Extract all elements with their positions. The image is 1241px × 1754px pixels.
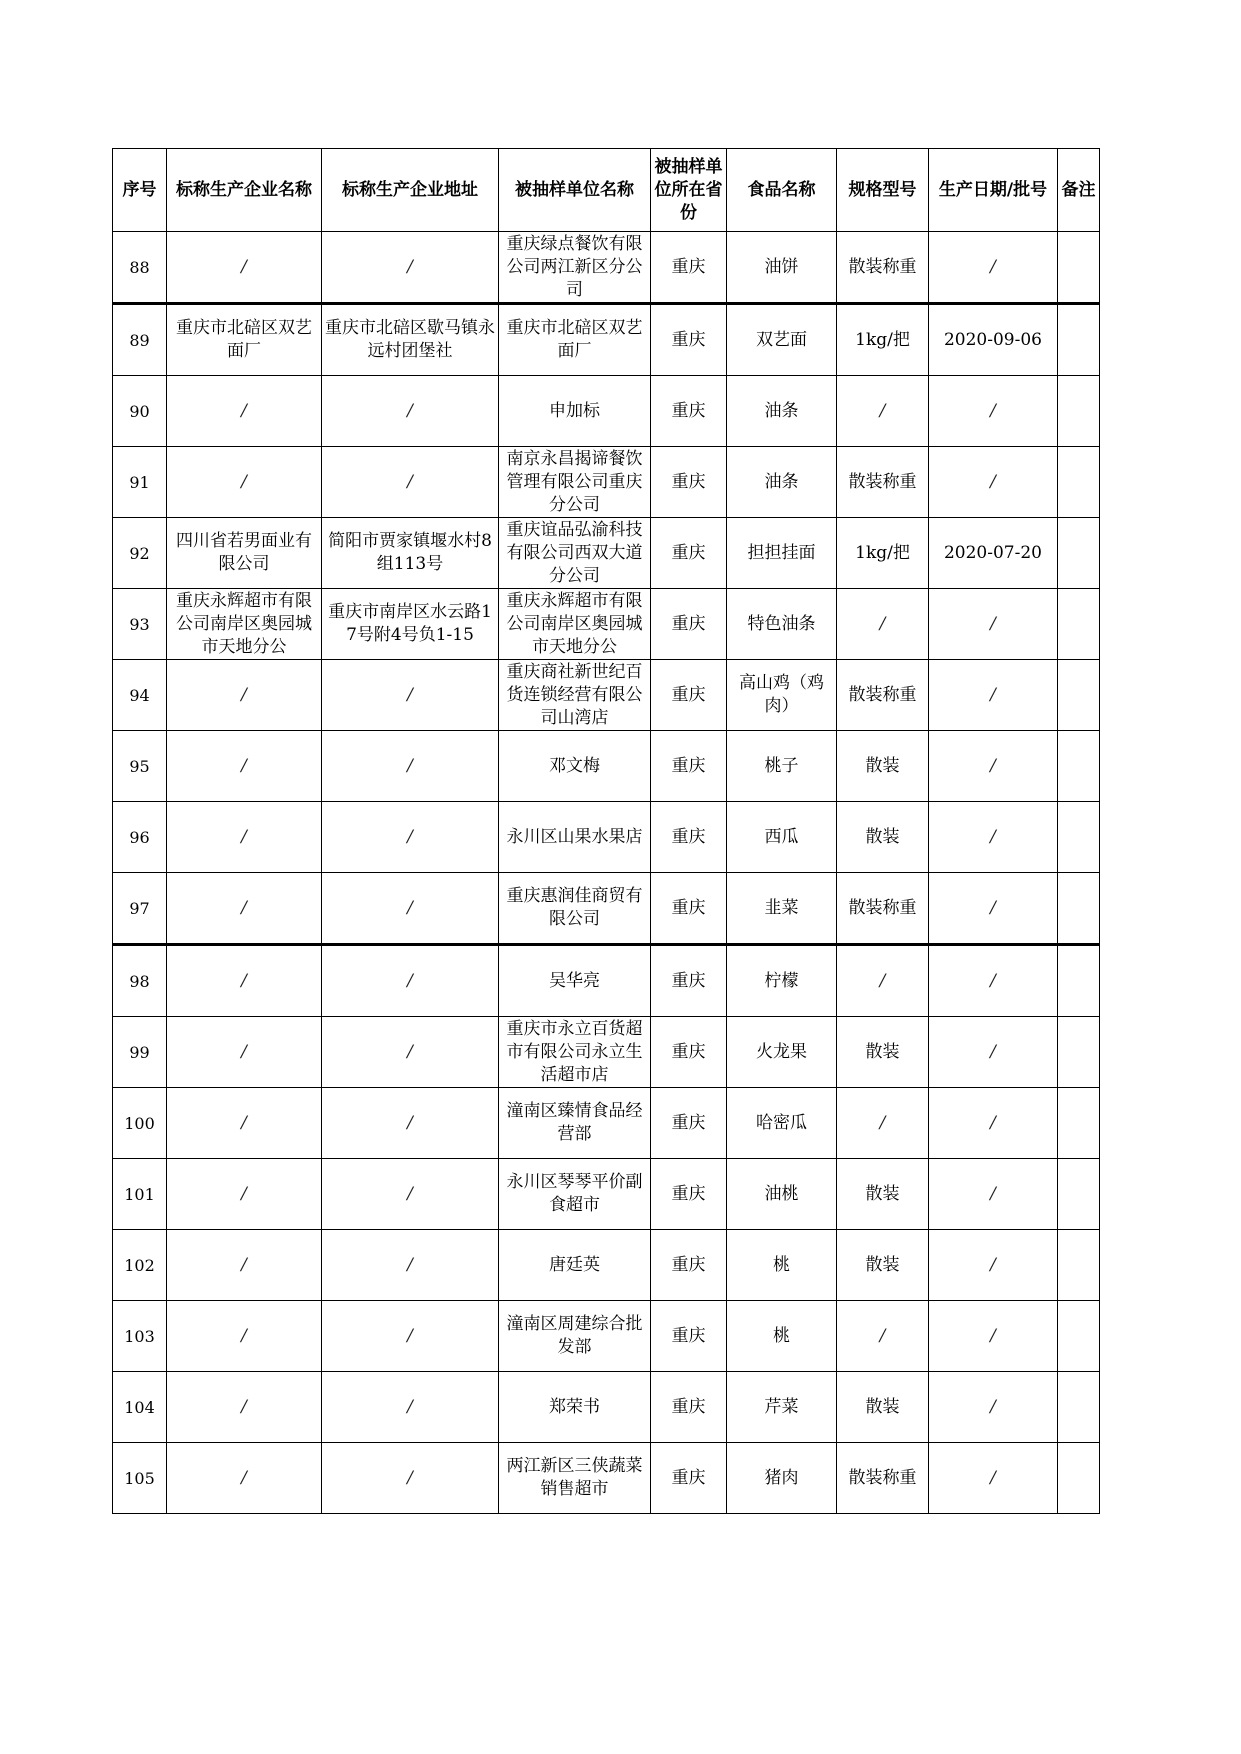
cell-province: 重庆 — [651, 1443, 727, 1514]
cell-address: / — [322, 447, 499, 518]
cell-sampled-unit: 申加标 — [499, 376, 651, 447]
table-row — [113, 304, 1100, 376]
cell-address: / — [322, 376, 499, 447]
cell-remark — [1058, 518, 1100, 589]
cell-spec: / — [837, 589, 929, 660]
cell-sampled-unit: 重庆绿点餐饮有限公司两江新区分公司 — [499, 232, 651, 304]
spot-check-table-sheet — [112, 148, 1100, 1514]
table-row — [113, 660, 1100, 731]
cell-spec: 散装称重 — [837, 232, 929, 304]
cell-food: 芹菜 — [727, 1372, 837, 1443]
cell-address: / — [322, 873, 499, 945]
cell-remark — [1058, 731, 1100, 802]
cell-date: / — [929, 232, 1058, 304]
cell-date: / — [929, 1301, 1058, 1372]
cell-remark — [1058, 232, 1100, 304]
table-row — [113, 589, 1100, 660]
cell-date: / — [929, 1443, 1058, 1514]
table-row — [113, 1017, 1100, 1088]
header-cell-spec: 规格型号 — [837, 149, 929, 232]
cell-maker: 重庆永辉超市有限公司南岸区奥园城市天地分公 — [167, 589, 322, 660]
cell-province: 重庆 — [651, 1301, 727, 1372]
cell-spec: 散装称重 — [837, 873, 929, 945]
cell-province: 重庆 — [651, 1017, 727, 1088]
cell-maker: / — [167, 376, 322, 447]
cell-serial: 104 — [113, 1372, 167, 1443]
cell-sampled-unit: 重庆惠润佳商贸有限公司 — [499, 873, 651, 945]
cell-address: / — [322, 731, 499, 802]
cell-spec: / — [837, 376, 929, 447]
table-row — [113, 1443, 1100, 1514]
header-cell-sampled-unit: 被抽样单位名称 — [499, 149, 651, 232]
cell-spec: 1kg/把 — [837, 304, 929, 376]
cell-address: / — [322, 660, 499, 731]
cell-sampled-unit: 重庆市北碚区双艺面厂 — [499, 304, 651, 376]
cell-address: 重庆市北碚区歇马镇永远村团堡社 — [322, 304, 499, 376]
cell-maker: / — [167, 731, 322, 802]
cell-address: / — [322, 1230, 499, 1301]
table-row — [113, 802, 1100, 873]
cell-date: / — [929, 1017, 1058, 1088]
cell-date: 2020-09-06 — [929, 304, 1058, 376]
cell-date: / — [929, 1372, 1058, 1443]
cell-maker: / — [167, 802, 322, 873]
cell-date: / — [929, 873, 1058, 945]
table-row — [113, 1372, 1100, 1443]
cell-serial: 90 — [113, 376, 167, 447]
cell-food: 双艺面 — [727, 304, 837, 376]
cell-spec: / — [837, 1301, 929, 1372]
cell-address: / — [322, 1301, 499, 1372]
cell-date: / — [929, 660, 1058, 731]
cell-spec: 散装 — [837, 1159, 929, 1230]
cell-remark — [1058, 802, 1100, 873]
cell-address: / — [322, 1443, 499, 1514]
cell-date: / — [929, 731, 1058, 802]
cell-serial: 103 — [113, 1301, 167, 1372]
cell-sampled-unit: 永川区琴琴平价副食超市 — [499, 1159, 651, 1230]
cell-address: / — [322, 1017, 499, 1088]
cell-remark — [1058, 1159, 1100, 1230]
cell-maker: / — [167, 447, 322, 518]
cell-food: 担担挂面 — [727, 518, 837, 589]
cell-serial: 100 — [113, 1088, 167, 1159]
table-row — [113, 447, 1100, 518]
cell-sampled-unit: 唐廷英 — [499, 1230, 651, 1301]
cell-food: 哈密瓜 — [727, 1088, 837, 1159]
cell-remark — [1058, 945, 1100, 1017]
cell-date: / — [929, 447, 1058, 518]
table-row — [113, 873, 1100, 945]
header-cell-food: 食品名称 — [727, 149, 837, 232]
cell-maker: / — [167, 232, 322, 304]
cell-serial: 97 — [113, 873, 167, 945]
cell-serial: 92 — [113, 518, 167, 589]
cell-serial: 94 — [113, 660, 167, 731]
cell-serial: 105 — [113, 1443, 167, 1514]
cell-date: / — [929, 1230, 1058, 1301]
cell-serial: 102 — [113, 1230, 167, 1301]
cell-address: / — [322, 802, 499, 873]
table-row — [113, 376, 1100, 447]
cell-remark — [1058, 589, 1100, 660]
header-cell-address: 标称生产企业地址 — [322, 149, 499, 232]
cell-food: 桃子 — [727, 731, 837, 802]
header-cell-serial: 序号 — [113, 149, 167, 232]
cell-food: 油饼 — [727, 232, 837, 304]
cell-sampled-unit: 南京永昌揭谛餐饮管理有限公司重庆分公司 — [499, 447, 651, 518]
spot-check-table — [112, 148, 1100, 1514]
cell-spec: / — [837, 1088, 929, 1159]
cell-serial: 91 — [113, 447, 167, 518]
cell-maker: 四川省若男面业有限公司 — [167, 518, 322, 589]
cell-sampled-unit: 重庆谊品弘渝科技有限公司西双大道分公司 — [499, 518, 651, 589]
table-row — [113, 731, 1100, 802]
cell-maker: / — [167, 1088, 322, 1159]
cell-remark — [1058, 304, 1100, 376]
cell-maker: / — [167, 660, 322, 731]
cell-province: 重庆 — [651, 873, 727, 945]
cell-spec: 散装 — [837, 1230, 929, 1301]
cell-serial: 88 — [113, 232, 167, 304]
cell-maker: / — [167, 1017, 322, 1088]
cell-remark — [1058, 1301, 1100, 1372]
cell-province: 重庆 — [651, 304, 727, 376]
cell-serial: 98 — [113, 945, 167, 1017]
cell-date: / — [929, 802, 1058, 873]
cell-province: 重庆 — [651, 1088, 727, 1159]
cell-spec: 散装 — [837, 1372, 929, 1443]
cell-serial: 95 — [113, 731, 167, 802]
cell-spec: / — [837, 945, 929, 1017]
cell-spec: 散装 — [837, 1017, 929, 1088]
cell-province: 重庆 — [651, 731, 727, 802]
cell-food: 柠檬 — [727, 945, 837, 1017]
cell-date: 2020-07-20 — [929, 518, 1058, 589]
cell-sampled-unit: 重庆永辉超市有限公司南岸区奥园城市天地分公 — [499, 589, 651, 660]
cell-sampled-unit: 吴华亮 — [499, 945, 651, 1017]
cell-maker: / — [167, 1230, 322, 1301]
cell-remark — [1058, 447, 1100, 518]
cell-date: / — [929, 1088, 1058, 1159]
cell-province: 重庆 — [651, 376, 727, 447]
cell-sampled-unit: 郑荣书 — [499, 1372, 651, 1443]
cell-maker: / — [167, 945, 322, 1017]
cell-address: / — [322, 945, 499, 1017]
header-cell-maker: 标称生产企业名称 — [167, 149, 322, 232]
cell-remark — [1058, 873, 1100, 945]
cell-address: 重庆市南岸区水云路17号附4号负1-15 — [322, 589, 499, 660]
cell-remark — [1058, 1372, 1100, 1443]
cell-remark — [1058, 1017, 1100, 1088]
header-cell-province: 被抽样单位所在省份 — [651, 149, 727, 232]
cell-remark — [1058, 1230, 1100, 1301]
table-row — [113, 1301, 1100, 1372]
cell-spec: 散装 — [837, 731, 929, 802]
cell-food: 油桃 — [727, 1159, 837, 1230]
cell-remark — [1058, 1443, 1100, 1514]
cell-remark — [1058, 1088, 1100, 1159]
cell-maker: / — [167, 1443, 322, 1514]
cell-spec: 1kg/把 — [837, 518, 929, 589]
cell-maker: / — [167, 1301, 322, 1372]
cell-serial: 101 — [113, 1159, 167, 1230]
table-row — [113, 518, 1100, 589]
cell-spec: 散装 — [837, 802, 929, 873]
cell-maker: / — [167, 1159, 322, 1230]
cell-food: 高山鸡（鸡肉） — [727, 660, 837, 731]
table-row — [113, 1230, 1100, 1301]
table-row — [113, 1159, 1100, 1230]
header-cell-remark: 备注 — [1058, 149, 1100, 232]
cell-remark — [1058, 660, 1100, 731]
cell-address: / — [322, 1088, 499, 1159]
cell-food: 韭菜 — [727, 873, 837, 945]
cell-address: / — [322, 1372, 499, 1443]
cell-spec: 散装称重 — [837, 660, 929, 731]
cell-food: 火龙果 — [727, 1017, 837, 1088]
cell-maker: 重庆市北碚区双艺面厂 — [167, 304, 322, 376]
cell-sampled-unit: 重庆市永立百货超市有限公司永立生活超市店 — [499, 1017, 651, 1088]
cell-sampled-unit: 永川区山果水果店 — [499, 802, 651, 873]
cell-province: 重庆 — [651, 589, 727, 660]
cell-address: / — [322, 232, 499, 304]
cell-serial: 93 — [113, 589, 167, 660]
table-body — [113, 232, 1100, 1514]
table-row — [113, 1088, 1100, 1159]
cell-province: 重庆 — [651, 518, 727, 589]
cell-serial: 99 — [113, 1017, 167, 1088]
cell-sampled-unit: 重庆商社新世纪百货连锁经营有限公司山湾店 — [499, 660, 651, 731]
cell-province: 重庆 — [651, 1372, 727, 1443]
cell-food: 桃 — [727, 1301, 837, 1372]
cell-spec: 散装称重 — [837, 1443, 929, 1514]
cell-maker: / — [167, 873, 322, 945]
cell-province: 重庆 — [651, 945, 727, 1017]
cell-date: / — [929, 1159, 1058, 1230]
cell-date: / — [929, 945, 1058, 1017]
cell-remark — [1058, 376, 1100, 447]
cell-province: 重庆 — [651, 232, 727, 304]
cell-sampled-unit: 邓文梅 — [499, 731, 651, 802]
cell-sampled-unit: 潼南区周建综合批发部 — [499, 1301, 651, 1372]
cell-food: 桃 — [727, 1230, 837, 1301]
cell-food: 特色油条 — [727, 589, 837, 660]
cell-province: 重庆 — [651, 447, 727, 518]
header-row — [113, 149, 1100, 232]
cell-sampled-unit: 潼南区臻情食品经营部 — [499, 1088, 651, 1159]
cell-food: 油条 — [727, 447, 837, 518]
cell-maker: / — [167, 1372, 322, 1443]
cell-serial: 96 — [113, 802, 167, 873]
cell-province: 重庆 — [651, 1230, 727, 1301]
cell-address: 简阳市贾家镇堰水村8组113号 — [322, 518, 499, 589]
cell-province: 重庆 — [651, 660, 727, 731]
cell-province: 重庆 — [651, 802, 727, 873]
cell-address: / — [322, 1159, 499, 1230]
cell-date: / — [929, 376, 1058, 447]
table-row — [113, 232, 1100, 304]
cell-date: / — [929, 589, 1058, 660]
cell-serial: 89 — [113, 304, 167, 376]
table-row — [113, 945, 1100, 1017]
cell-spec: 散装称重 — [837, 447, 929, 518]
cell-food: 西瓜 — [727, 802, 837, 873]
cell-province: 重庆 — [651, 1159, 727, 1230]
cell-sampled-unit: 两江新区三侠蔬菜销售超市 — [499, 1443, 651, 1514]
cell-food: 猪肉 — [727, 1443, 837, 1514]
cell-food: 油条 — [727, 376, 837, 447]
header-cell-date: 生产日期/批号 — [929, 149, 1058, 232]
